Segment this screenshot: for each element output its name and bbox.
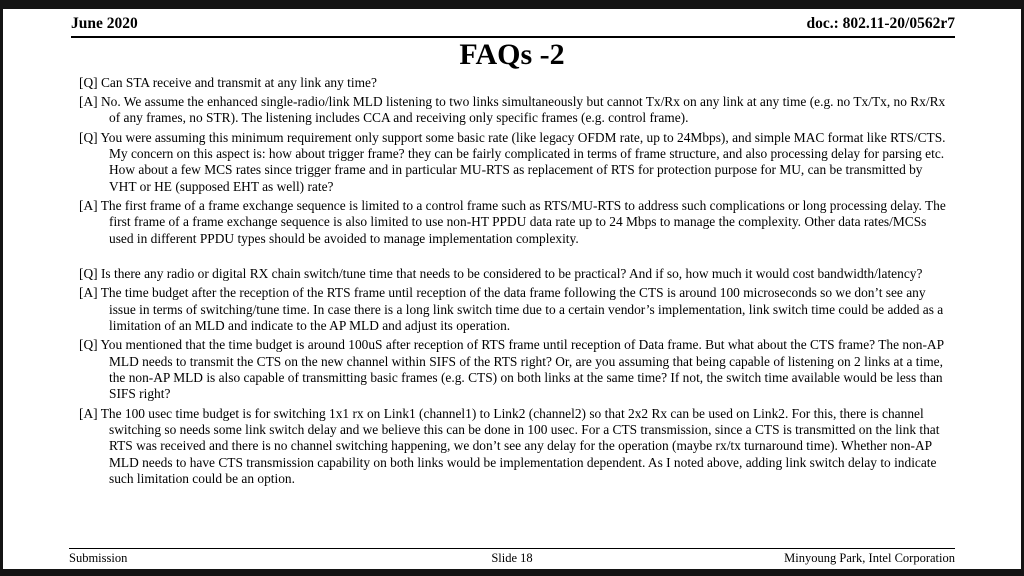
qa-text: No. We assume the enhanced single-radio/link MLD listening to two links simultaneously but cannot Tx/Rx on any link at any time (e.g. no Tx/Tx, no Rx/Rx of any frames, no STR). The listening includes CCA and receiving only specific frames (e.g. control frame). [100,93,946,126]
qa-tag: [A] [79,285,98,301]
qa-paragraph [79,130,951,195]
qa-paragraph [79,75,951,91]
slide-footer [69,548,955,566]
qa-tag: [Q] [79,337,98,353]
qa-paragraph [79,285,951,334]
qa-tag: [A] [79,93,98,109]
qa-text: You mentioned that the time budget is around 100uS after reception of RTS frame until reception of Data frame. But what about the CTS frame? The non-AP MLD needs to transmit the CTS on the new channel within SIFS of the RTS right? Or, are you assuming that being capable of listening on 2 links at a time, the non-AP MLD is also capable of transmitting basic frames (e.g. CTS) on both links at the same time? If not, the switch time available would be less than SIFS right? [100,337,944,402]
qa-text: You were assuming this minimum requirement only support some basic rate (like legacy OFDM rate, up to 24Mbps), and simple MAC format like RTS/CTS. My concern on this aspect is: how about trigger frame? they can be fairly complicated in terms of frame structure, and also processing delay for parsing etc. How about a few MCS rates since trigger frame and in particular MU-RTS as replacement of RTS for protection purpose for MU, can be transmitted by VHT or HE (supposed EHT as well) rate? [100,129,946,194]
footer-author: Minyoung Park, Intel Corporation [784,551,955,565]
header-date: June 2020 [71,15,138,32]
slide [3,9,1021,569]
qa-paragraph [79,94,951,127]
qa-tag: [Q] [79,74,98,90]
qa-paragraph [79,198,951,247]
qa-text: The time budget after the reception of the RTS frame until reception of the data frame following the CTS is around 100 microseconds so we don’t see any issue in terms of switching/tune time. In case there is a long link switch time due to a certain vendor’s implementation, link switch time could be added as a limitation of an MLD and indicate to the AP MLD and adjust its operation. [100,285,944,333]
qa-paragraph [79,337,951,402]
qa-text: The first frame of a frame exchange sequence is limited to a control frame such as RTS/MU-RTS to address such complications or long processing delay. The first frame of a frame exchange sequence is also limited to use non-HT PPDU data rate up to 24 Mbps to manage the complexity. Other data rates/MCSs used in different PPDU types should be avoided to manage implementation complexity. [100,197,946,246]
slide-header [71,15,955,38]
qa-list [79,75,951,488]
qa-paragraph [79,266,951,282]
qa-text: The 100 usec time budget is for switching 1x1 rx on Link1 (channel1) to Link2 (channel2) so that 2x2 Rx can be used on Link2. For this, there is channel switching so needs some link switch delay and we believe this can be done in 100 usec. For a CTS transmission, since a CTS is transmitted on the link that RTS was received and there is no channel switching happening, we don’t see any delay for the operation (maybe rx/tx turnaround time). Whether non-AP MLD needs to have CTS transmission capability on both links would be implementation dependent. As I noted above, adding link switch delay to indicate such limitation could be an option. [100,405,940,487]
qa-text: Is there any radio or digital RX chain switch/tune time that needs to be considered to be practical? And if so, how much it would cost bandwidth/latency? [100,265,923,281]
qa-tag: [A] [79,405,98,421]
qa-tag: [A] [79,197,98,213]
qa-paragraph [79,406,951,488]
qa-tag: [Q] [79,129,98,145]
qa-text: Can STA receive and transmit at any link any time? [100,74,377,90]
footer-slide-number: Slide 18 [491,551,533,565]
header-doc-number: doc.: 802.11-20/0562r7 [806,15,955,32]
slide-title: FAQs -2 [459,38,565,71]
qa-tag: [Q] [79,265,98,281]
footer-submission-label: Submission [69,551,128,565]
